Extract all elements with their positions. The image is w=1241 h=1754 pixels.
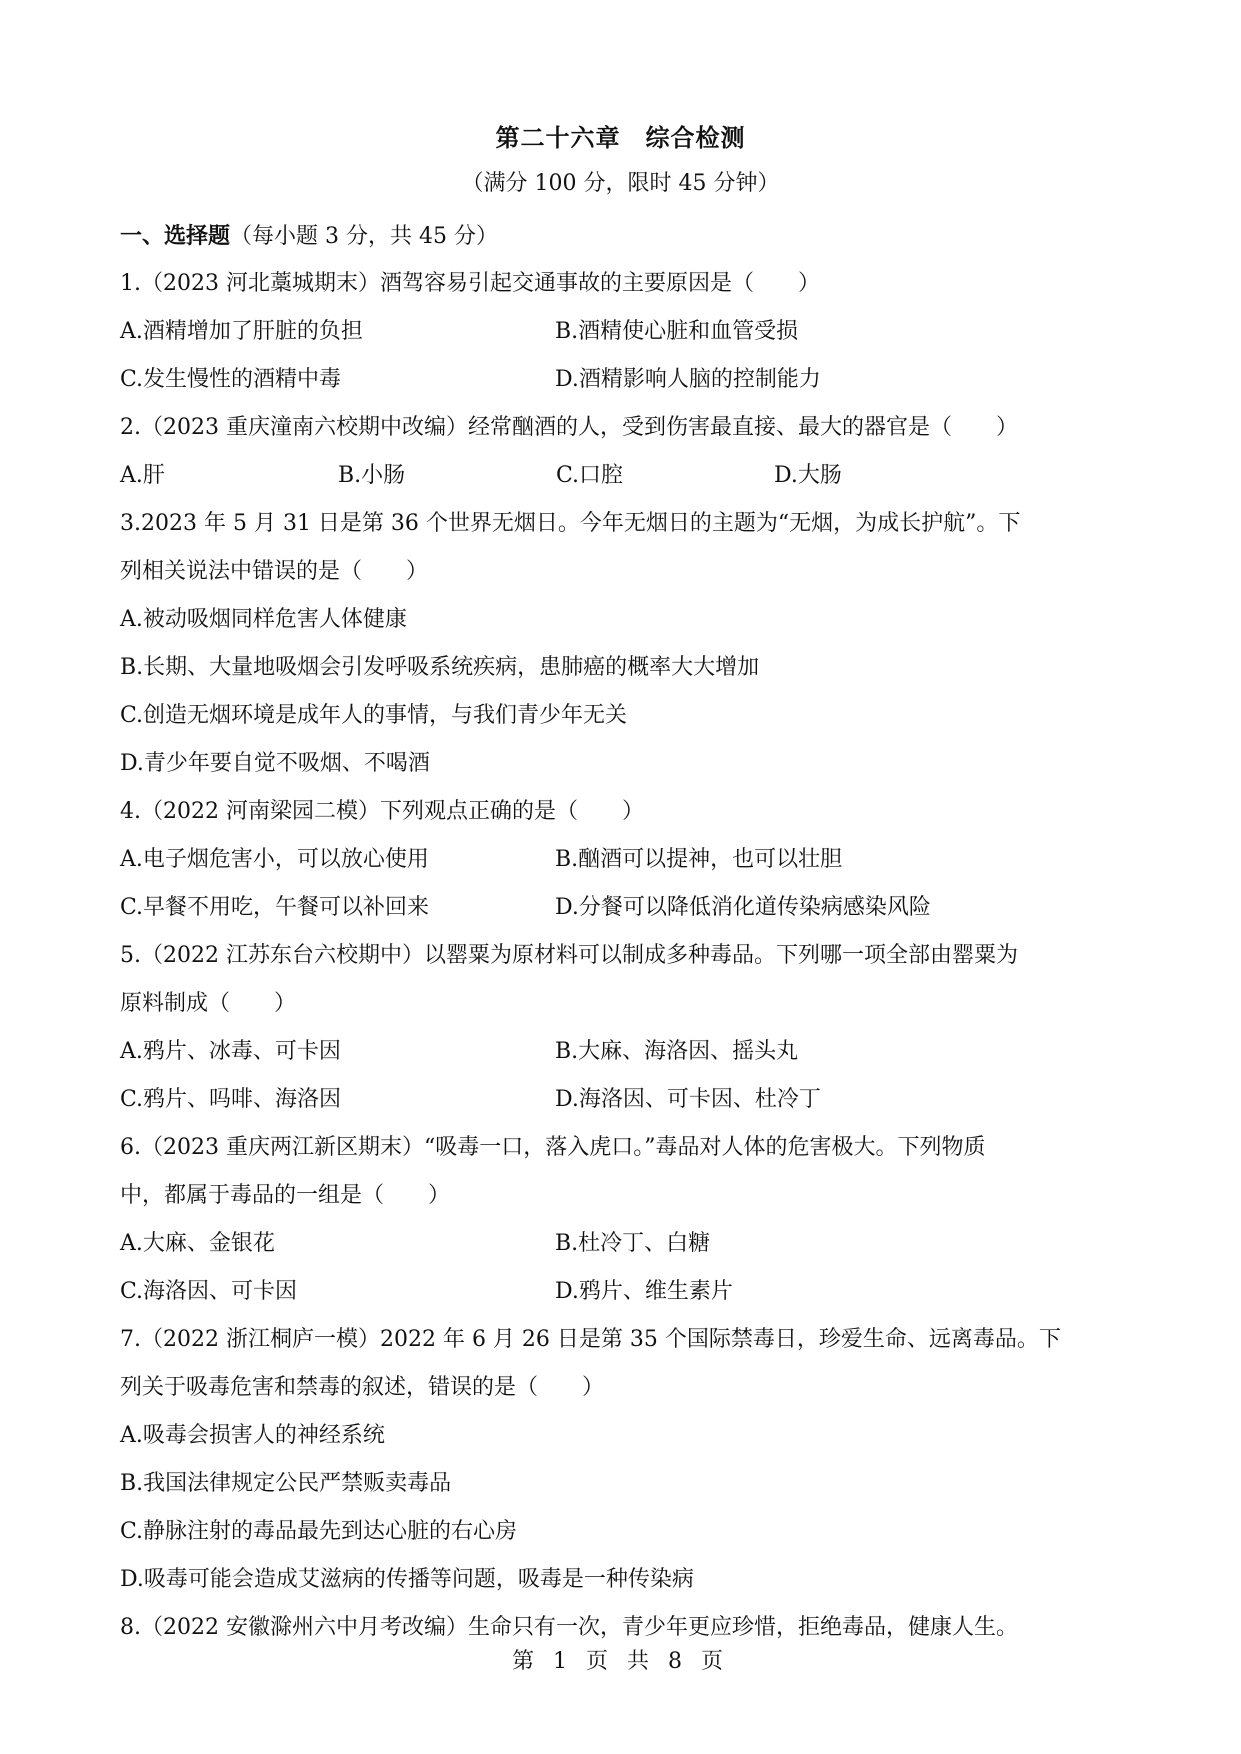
option-d: D.分餐可以降低消化道传染病感染风险 — [555, 895, 931, 920]
question-5-options — [120, 1028, 1130, 1076]
page-title: 第二十六章 综合检测 — [495, 123, 746, 152]
question-6-stem-cont: 中，都属于毒品的一组是（ ） — [120, 1183, 451, 1208]
option-c: C.鸦片、吗啡、海洛因 — [120, 1087, 342, 1112]
section-title: 一、选择题 — [120, 223, 231, 249]
option-a: A.吸毒会损害人的神经系统 — [120, 1423, 385, 1448]
option-c: C.海洛因、可卡因 — [120, 1279, 298, 1304]
question-4-stem: 4.（2022 河南梁园二模）下列观点正确的是（ ） — [120, 799, 644, 824]
section-note: （每小题 3 分，共 45 分） — [230, 224, 498, 249]
option-a: A.酒精增加了肝脏的负担 — [120, 319, 363, 344]
question-4-options-2 — [120, 884, 1130, 932]
question-4-options — [120, 836, 1130, 884]
option-b: B.小肠 — [338, 463, 406, 488]
option-b: B.大麻、海洛因、摇头丸 — [555, 1039, 799, 1064]
option-d: D.吸毒可能会造成艾滋病的传播等问题，吸毒是一种传染病 — [120, 1567, 694, 1592]
option-c: C.口腔 — [556, 463, 624, 488]
option-b: B.酒精使心脏和血管受损 — [555, 319, 799, 344]
question-3-stem: 3.2023 年 5 月 31 日是第 36 个世界无烟日。今年无烟日的主题为“无烟，为成长护航”。下 — [120, 511, 1021, 536]
option-a: A.大麻、金银花 — [120, 1231, 275, 1256]
question-1-options — [120, 308, 1130, 356]
option-a: A.电子烟危害小，可以放心使用 — [120, 847, 429, 872]
question-6-stem: 6.（2023 重庆两江新区期末）“吸毒一口，落入虎口。”毒品对人体的危害极大。下列物质 — [120, 1135, 986, 1160]
option-d: D.酒精影响人脑的控制能力 — [555, 367, 821, 392]
question-7-stem-cont: 列关于吸毒危害和禁毒的叙述，错误的是（ ） — [120, 1375, 605, 1400]
option-a: A.鸦片、冰毒、可卡因 — [120, 1039, 341, 1064]
question-8-stem: 8.（2022 安徽滁州六中月考改编）生命只有一次，青少年更应珍惜，拒绝毒品，健康人生。 — [120, 1615, 1018, 1640]
question-1-options-2 — [120, 356, 1130, 404]
question-2-options — [120, 452, 1130, 500]
content — [120, 212, 1130, 1652]
option-b: B.我国法律规定公民严禁贩卖毒品 — [120, 1471, 452, 1496]
section-heading — [120, 212, 1130, 260]
question-5-stem: 5.（2022 江苏东台六校期中）以罂粟为原材料可以制成多种毒品。下列哪一项全部由罂粟为 — [120, 943, 1018, 968]
option-c: C.创造无烟环境是成年人的事情，与我们青少年无关 — [120, 703, 628, 728]
question-3-stem-cont: 列相关说法中错误的是（ ） — [120, 559, 429, 584]
option-c: C.发生慢性的酒精中毒 — [120, 367, 342, 392]
option-c: C.静脉注射的毒品最先到达心脏的右心房 — [120, 1519, 518, 1544]
question-2-stem: 2.（2023 重庆潼南六校期中改编）经常酗酒的人，受到伤害最直接、最大的器官是（ ） — [120, 415, 1018, 440]
question-1-stem: 1.（2023 河北藁城期末）酒驾容易引起交通事故的主要原因是（ ） — [120, 271, 820, 296]
option-d: D.青少年要自觉不吸烟、不喝酒 — [120, 751, 430, 776]
question-5-stem-cont: 原料制成（ ） — [120, 991, 297, 1016]
option-d: D.大肠 — [774, 463, 842, 488]
option-a: A.肝 — [120, 463, 165, 488]
question-5-options-2 — [120, 1076, 1130, 1124]
option-d: D.海洛因、可卡因、杜冷丁 — [555, 1087, 821, 1112]
option-b: B.酗酒可以提神，也可以壮胆 — [555, 847, 843, 872]
option-b: B.杜冷丁、白糖 — [555, 1231, 711, 1256]
page-subtitle: （满分 100 分，限时 45 分钟） — [461, 171, 780, 196]
question-6-options-2 — [120, 1268, 1130, 1316]
page-footer: 第 1 页 共 8 页 — [512, 1649, 729, 1674]
question-6-options — [120, 1220, 1130, 1268]
option-c: C.早餐不用吃，午餐可以补回来 — [120, 895, 430, 920]
option-b: B.长期、大量地吸烟会引发呼吸系统疾病，患肺癌的概率大大增加 — [120, 655, 760, 680]
option-a: A.被动吸烟同样危害人体健康 — [120, 607, 407, 632]
question-7-stem: 7.（2022 浙江桐庐一模）2022 年 6 月 26 日是第 35 个国际禁毒日，珍爱生命、远离毒品。下 — [120, 1327, 1061, 1352]
option-d: D.鸦片、维生素片 — [555, 1279, 733, 1304]
